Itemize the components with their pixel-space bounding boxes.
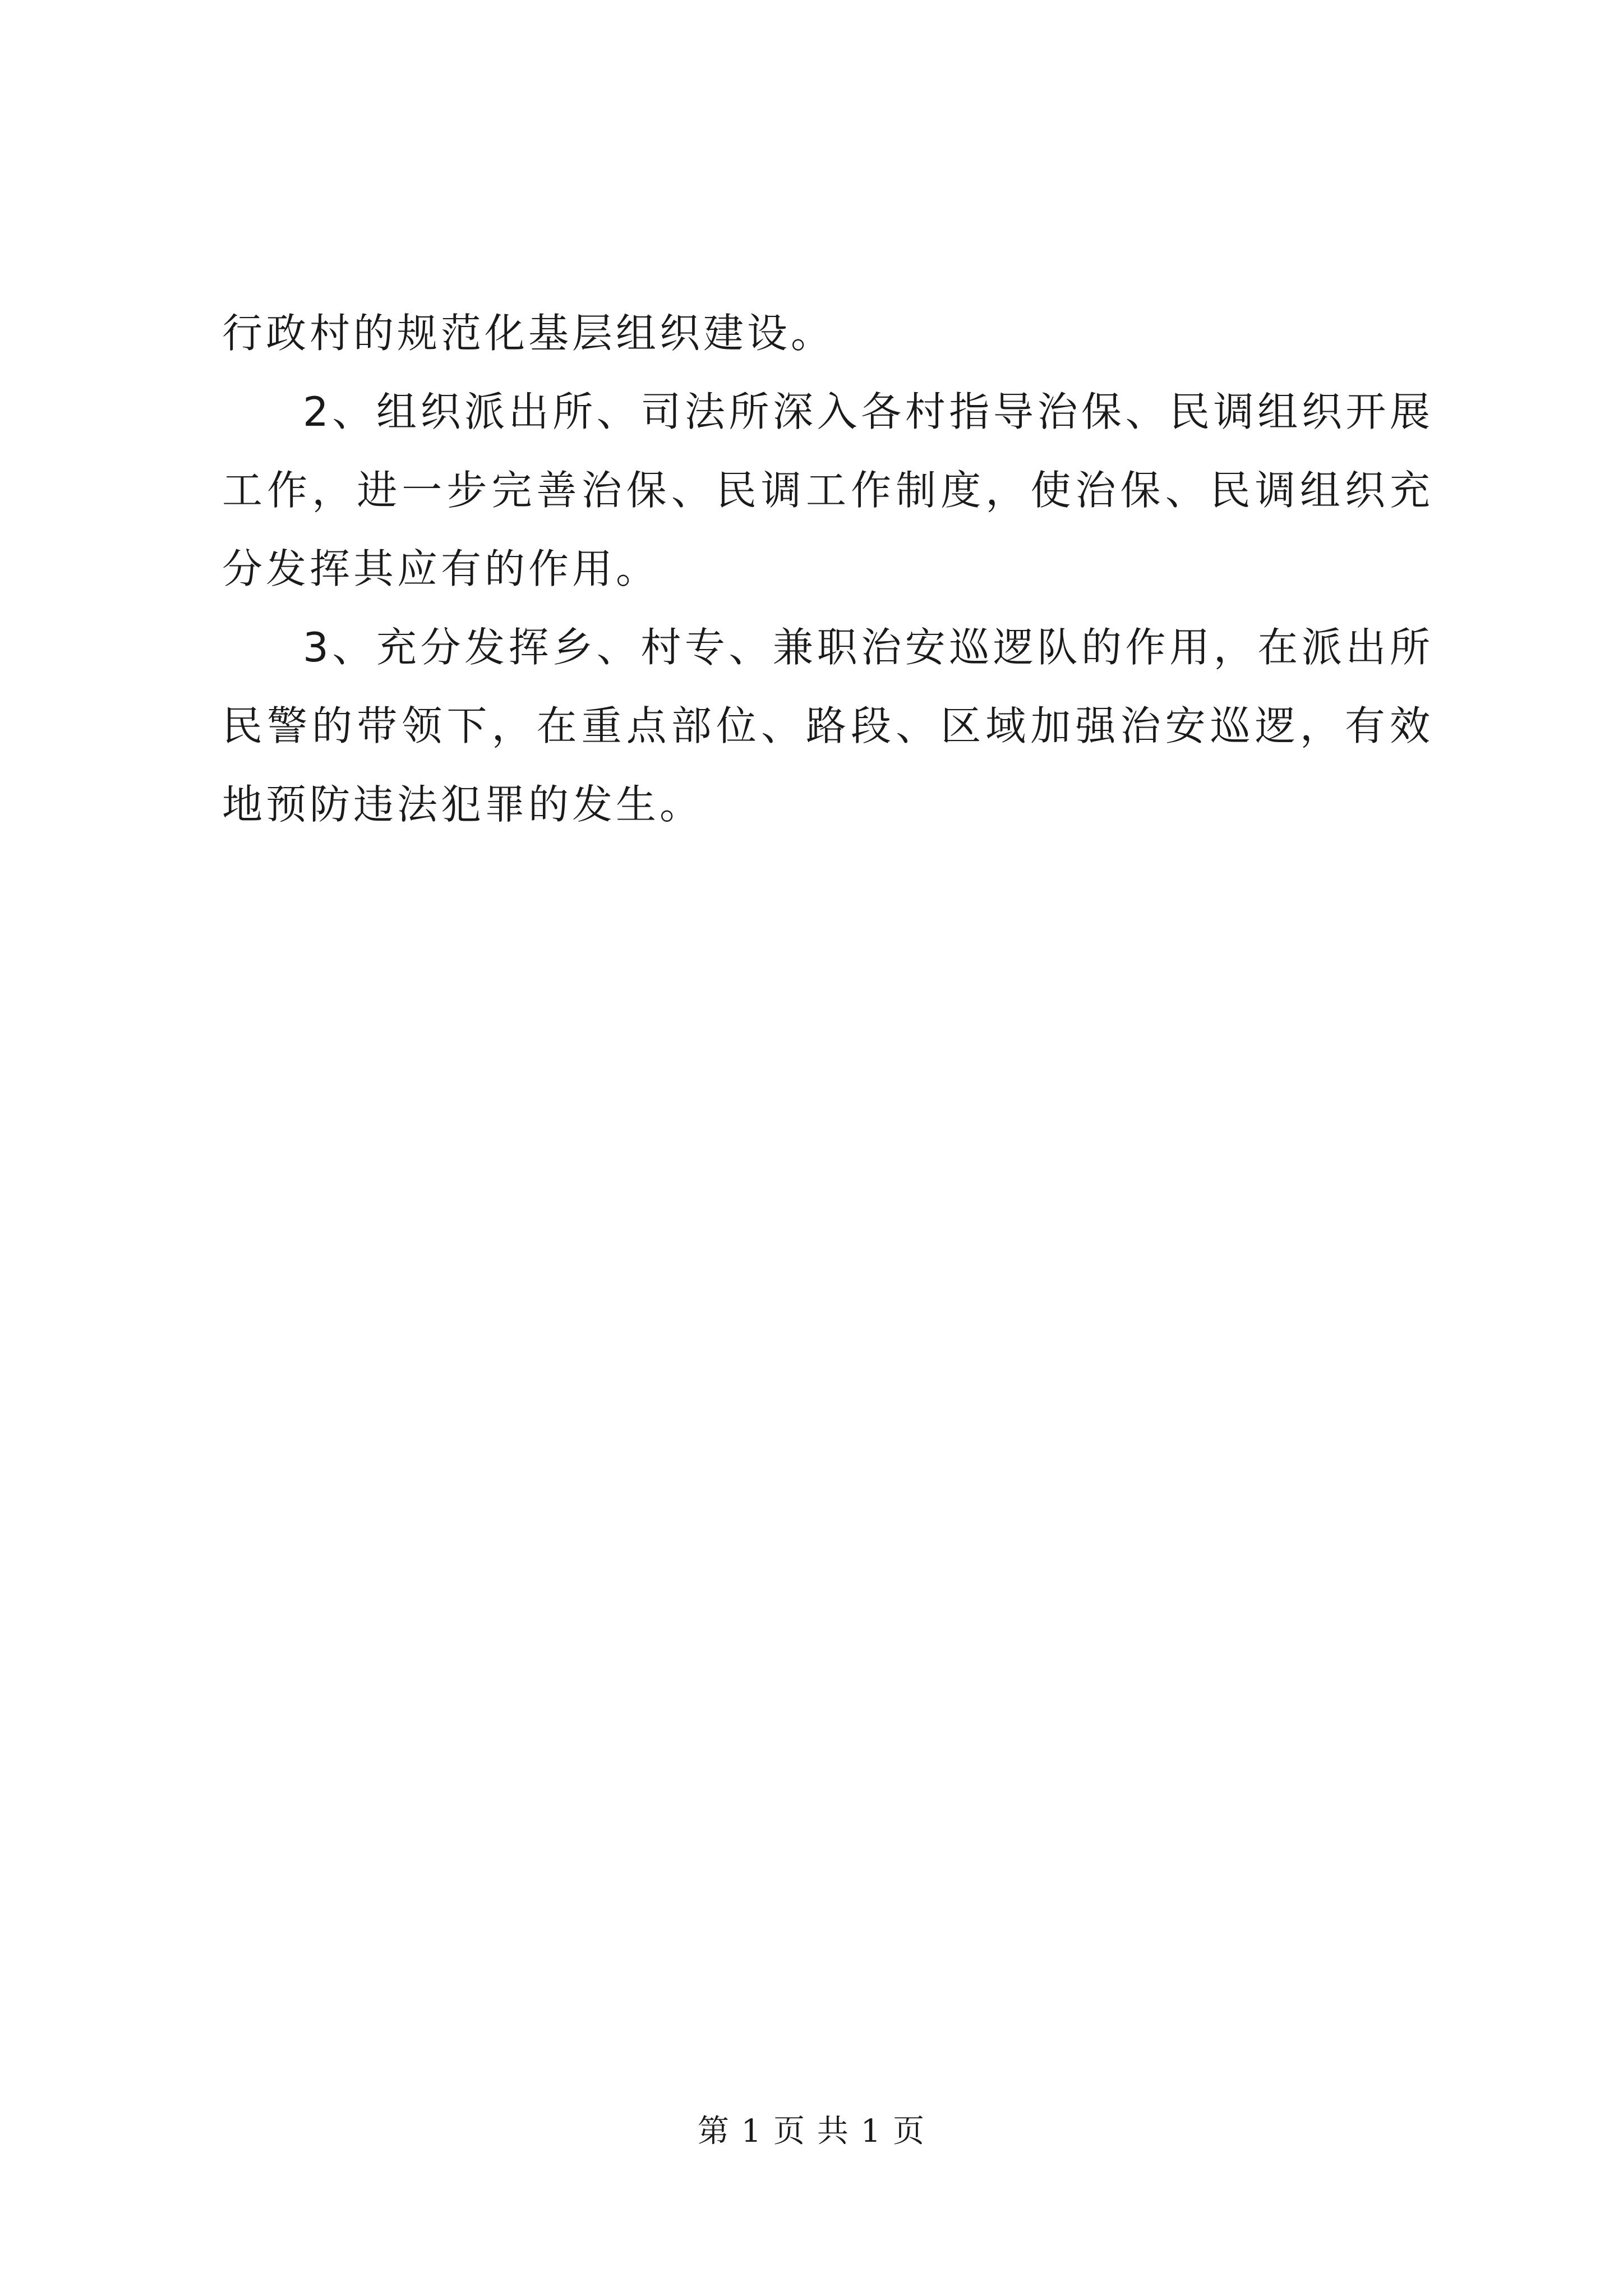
paragraph-item-2: 2、组织派出所、司法所深入各村指导治保、民调组织开展工作，进一步完善治保、民调工作制度，使治保、民调组织充分发挥其应有的作用。: [222, 388, 1433, 592]
paragraph-item-3: 3、充分发挥乡、村专、兼职治安巡逻队的作用，在派出所民警的带领下，在重点部位、路段、区域加强治安巡逻，有效地预防违法犯罪的发生。: [222, 624, 1433, 828]
page-footer: 第 1 页 共 1 页: [697, 2113, 926, 2150]
document-body: [222, 294, 1433, 844]
paragraph-continuation: 行政村的规范化基层组织建设。: [222, 310, 835, 357]
